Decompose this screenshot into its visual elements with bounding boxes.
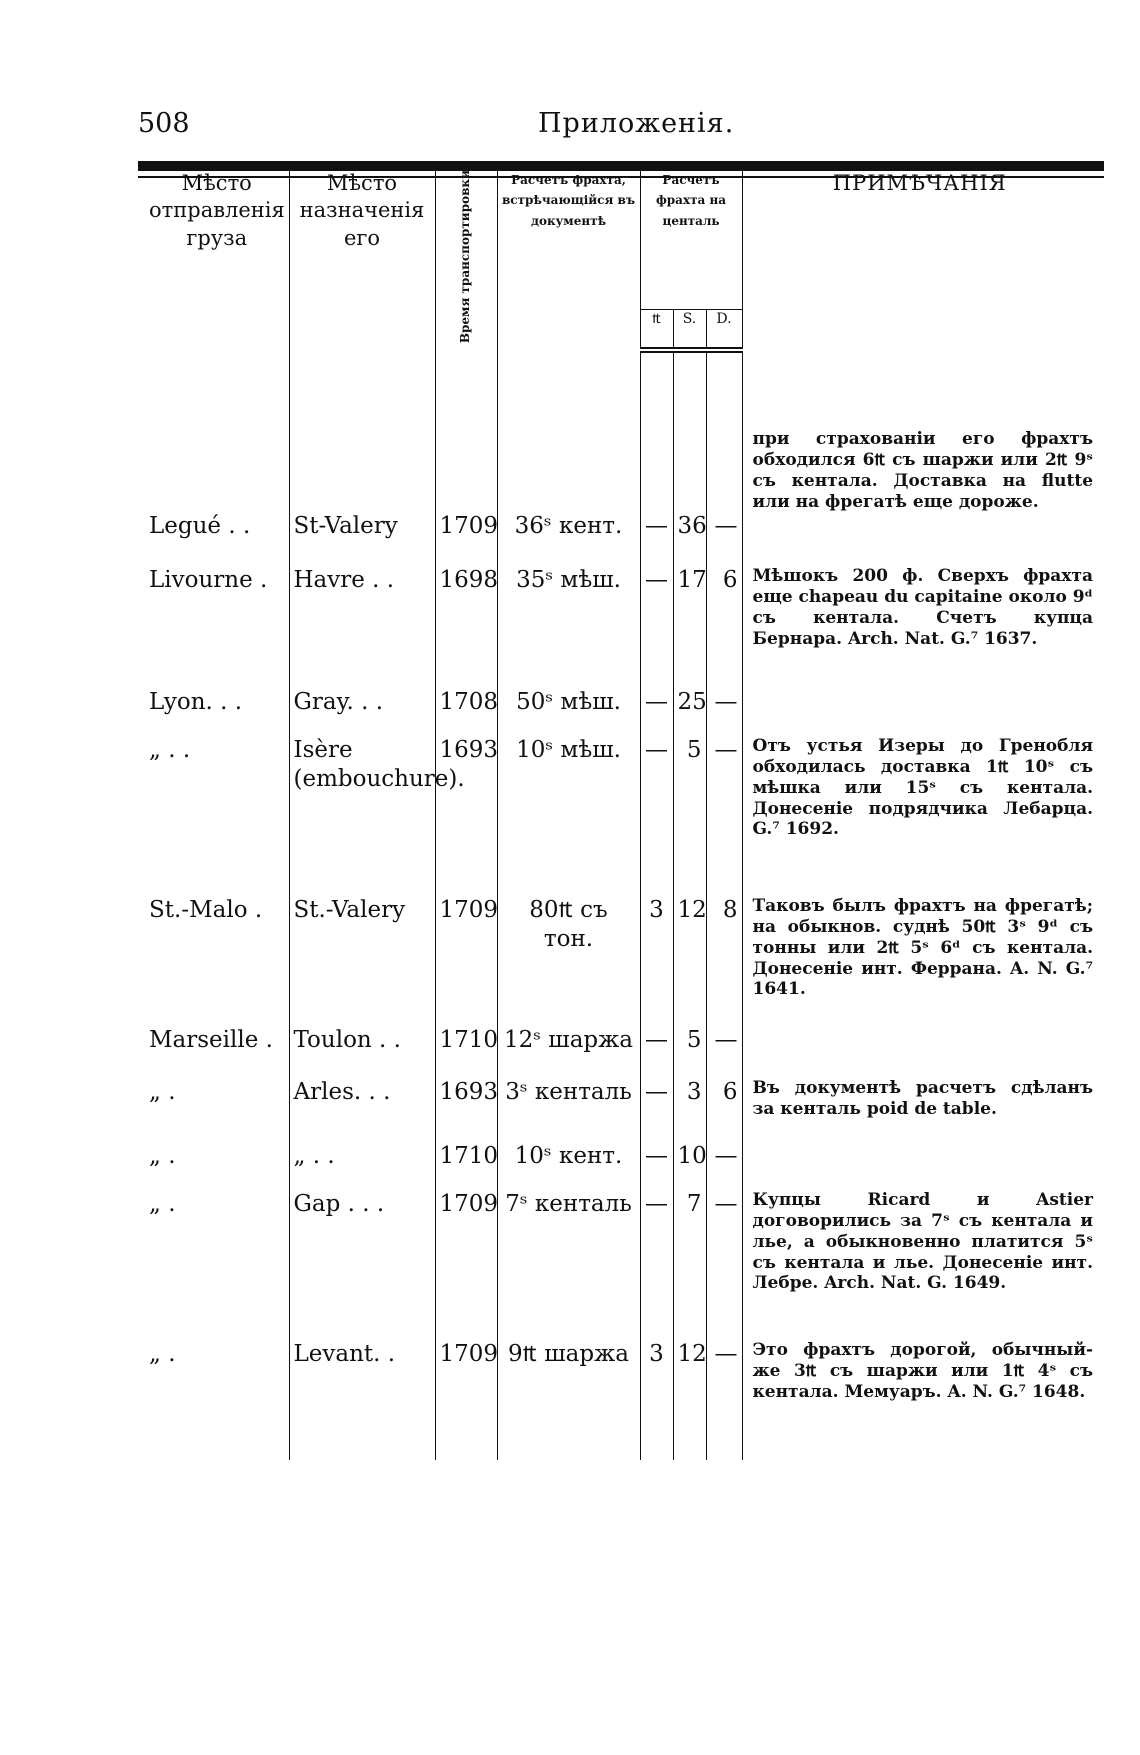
year-cell: 1709 (435, 1190, 497, 1340)
col-header-livres: ₶ (640, 309, 673, 350)
freight-cell: 7ˢ кенталь (497, 1190, 640, 1340)
origin-cell: Legué . . (145, 512, 289, 566)
deniers-cell: — (706, 736, 742, 896)
deniers-cell: 8 (706, 896, 742, 1026)
livres-cell: — (640, 1078, 673, 1142)
destination-cell: St-Valery (289, 512, 435, 566)
origin-cell: St.-Malo . (145, 896, 289, 1026)
sous-cell: 5 (673, 736, 706, 896)
col-header-time: Время транспортировки (435, 170, 497, 350)
table-row (145, 1026, 1097, 1078)
table-row (145, 1340, 1097, 1450)
deniers-cell: — (706, 1190, 742, 1340)
col-header-notes: ПРИМѢЧАНІЯ (742, 170, 1097, 350)
table-row (145, 1142, 1097, 1190)
year-cell: 1698 (435, 566, 497, 688)
freight-cell: 50ˢ мѣш. (497, 688, 640, 736)
origin-cell: Lyon. . . (145, 688, 289, 736)
page-header (138, 108, 1098, 148)
col-header-deniers: D. (706, 309, 742, 350)
deniers-cell: — (706, 1340, 742, 1450)
page-number: 508 (138, 108, 190, 139)
sous-cell: 17 (673, 566, 706, 688)
deniers-cell: — (706, 1142, 742, 1190)
note-cell: Мѣшокъ 200 ф. Сверхъ фрахта еще chapeau du capitaine около 9ᵈ съ кентала. Счетъ купца Бернара. Arch. Nat. G.⁷ 1637. (742, 566, 1097, 688)
sous-cell: 36 (673, 512, 706, 566)
livres-cell: — (640, 736, 673, 896)
freight-table (145, 170, 1097, 1460)
note-cell (742, 512, 1097, 566)
origin-cell: „ . (145, 1078, 289, 1142)
col-header-freight-per-centner: Расчетъ фрахта на центаль (640, 170, 742, 309)
sous-cell: 7 (673, 1190, 706, 1340)
freight-cell: 36ˢ кент. (497, 512, 640, 566)
preface-note: при страхованіи его фрахтъ обходился 6₶ съ шаржи или 2₶ 9ˢ съ кентала. Доставка на flutte или на фрегатѣ еще дороже. (742, 429, 1097, 512)
table-row (145, 566, 1097, 688)
note-cell: Отъ устья Изеры до Гренобля обходилась доставка 1₶ 10ˢ съ мѣшка или 15ˢ съ кентала. Донесеніе подрядчика Лебарца. G.⁷ 1692. (742, 736, 1097, 896)
sous-cell: 3 (673, 1078, 706, 1142)
deniers-cell: — (706, 512, 742, 566)
year-cell: 1709 (435, 512, 497, 566)
destination-cell: „ . . (289, 1142, 435, 1190)
year-cell: 1710 (435, 1142, 497, 1190)
destination-cell: Gap . . . (289, 1190, 435, 1340)
page-title: Приложенія. (538, 108, 735, 139)
origin-cell: „ . (145, 1340, 289, 1450)
note-cell: Таковъ былъ фрахтъ на фрегатѣ; на обыкнов. суднѣ 50₶ 3ˢ 9ᵈ съ тонны или 2₶ 5ˢ 6ᵈ съ кентала. Донесеніе инт. Феррана. A. N. G.⁷ 1641. (742, 896, 1097, 1026)
livres-cell: — (640, 1142, 673, 1190)
sous-cell: 12 (673, 1340, 706, 1450)
deniers-cell: — (706, 688, 742, 736)
freight-cell: 80₶ съ тон. (497, 896, 640, 1026)
note-cell (742, 1026, 1097, 1078)
table-row (145, 1078, 1097, 1142)
note-cell (742, 1142, 1097, 1190)
col-header-destination: Мѣсто назначенія его (289, 170, 435, 350)
year-cell: 1693 (435, 1078, 497, 1142)
table-row (145, 1190, 1097, 1340)
freight-cell: 35ˢ мѣш. (497, 566, 640, 688)
destination-cell: Havre . . (289, 566, 435, 688)
note-cell: Въ документѣ расчетъ сдѣланъ за кенталь poid de table. (742, 1078, 1097, 1142)
year-cell: 1709 (435, 1340, 497, 1450)
freight-cell: 12ˢ шаржа (497, 1026, 640, 1078)
origin-cell: „ . . (145, 736, 289, 896)
col-header-sous: S. (673, 309, 706, 350)
sous-cell: 10 (673, 1142, 706, 1190)
destination-cell: Gray. . . (289, 688, 435, 736)
livres-cell: — (640, 1026, 673, 1078)
table-row (145, 736, 1097, 896)
year-cell: 1708 (435, 688, 497, 736)
origin-cell: Marseille . (145, 1026, 289, 1078)
freight-cell: 9₶ шаржа (497, 1340, 640, 1450)
livres-cell: 3 (640, 1340, 673, 1450)
deniers-cell: 6 (706, 566, 742, 688)
deniers-cell: 6 (706, 1078, 742, 1142)
destination-cell: St.-Valery (289, 896, 435, 1026)
deniers-cell: — (706, 1026, 742, 1078)
note-cell (742, 688, 1097, 736)
freight-cell: 10ˢ кент. (497, 1142, 640, 1190)
freight-cell: 3ˢ кенталь (497, 1078, 640, 1142)
sous-cell: 12 (673, 896, 706, 1026)
sous-cell: 25 (673, 688, 706, 736)
livres-cell: — (640, 1190, 673, 1340)
origin-cell: Livourne . (145, 566, 289, 688)
destination-cell: Isère (embouchure). (289, 736, 435, 896)
year-cell: 1710 (435, 1026, 497, 1078)
origin-cell: „ . (145, 1142, 289, 1190)
year-cell: 1693 (435, 736, 497, 896)
note-cell: Это фрахтъ дорогой, обычный-же 3₶ съ шаржи или 1₶ 4ˢ съ кентала. Мемуаръ. A. N. G.⁷ 1648. (742, 1340, 1097, 1450)
livres-cell: — (640, 512, 673, 566)
destination-cell: Levant. . (289, 1340, 435, 1450)
note-cell: Купцы Ricard и Astier договорились за 7ˢ съ кентала и лье, а обыкновенно платится 5ˢ съ кентала и лье. Донесеніе инт. Лебре. Arch. Nat. G. 1649. (742, 1190, 1097, 1340)
year-cell: 1709 (435, 896, 497, 1026)
col-header-freight-document: Расчетъ фрахта, встрѣчающійся въ документѣ (497, 170, 640, 350)
col-header-origin: Мѣсто отправленія груза (145, 170, 289, 350)
destination-cell: Toulon . . (289, 1026, 435, 1078)
livres-cell: 3 (640, 896, 673, 1026)
origin-cell: „ . (145, 1190, 289, 1340)
freight-cell: 10ˢ мѣш. (497, 736, 640, 896)
livres-cell: — (640, 566, 673, 688)
destination-cell: Arles. . . (289, 1078, 435, 1142)
livres-cell: — (640, 688, 673, 736)
table-row (145, 512, 1097, 566)
table-row (145, 896, 1097, 1026)
table-row (145, 688, 1097, 736)
sous-cell: 5 (673, 1026, 706, 1078)
